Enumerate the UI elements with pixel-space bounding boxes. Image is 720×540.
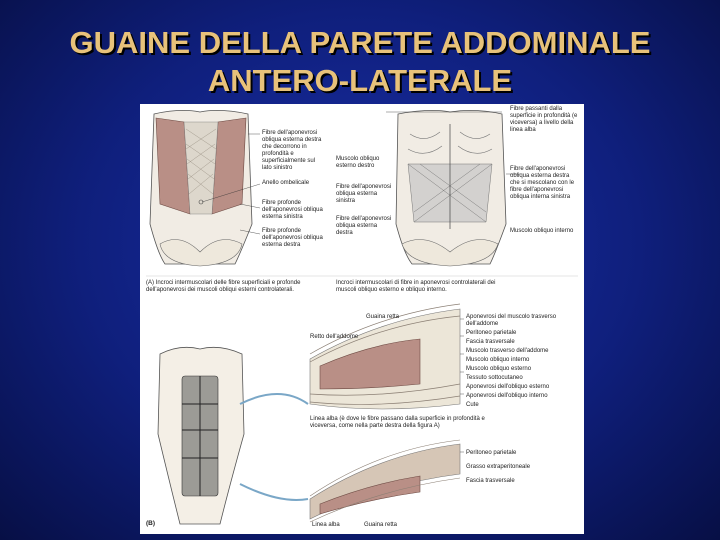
panel-b-label: (B) bbox=[146, 520, 156, 527]
label-a-left-3: Fibre profonde dell'aponevrosi obliqua esterna sinistra bbox=[262, 200, 323, 220]
label-b-layer-4: Muscolo trasverso dell'addome bbox=[466, 348, 549, 354]
label-b-layer-1: Aponevrosi del muscolo trasverso dell'addome bbox=[466, 314, 557, 327]
anatomy-figure bbox=[140, 104, 584, 534]
label-b-layer-6: Muscolo obliquo esterno bbox=[466, 366, 532, 372]
label-a-left-4: Fibre profonde dell'aponevrosi obliqua esterna destra bbox=[262, 228, 323, 248]
label-b-lower-3: Fascia trasversale bbox=[466, 478, 515, 484]
label-b-linea-alba: Linea alba bbox=[312, 522, 340, 528]
leader-lines-b bbox=[460, 319, 464, 452]
label-b-guaina-retta: Guaina retta bbox=[366, 314, 400, 320]
cross-section-lower bbox=[310, 440, 460, 522]
label-b-layer-8: Aponevrosi dell'obliquo esterno bbox=[466, 384, 550, 390]
torso-b bbox=[158, 347, 244, 524]
label-b-layer-3: Fascia trasversale bbox=[466, 339, 515, 345]
label-b-layer-10: Cute bbox=[466, 402, 479, 408]
caption-a-left: (A) Incroci intermuscolari delle fibre superficiali e profonde dell'aponevrosi dei muscoli obliqui esterni controlaterali. bbox=[146, 280, 301, 293]
torso-a-left bbox=[150, 110, 252, 266]
caption-a-right: Incroci intermuscolari di fibre in aponevrosi controlaterali dei muscoli obliquo esterno e obliquo interno. bbox=[336, 280, 496, 293]
label-a-right-3: Muscolo obliquo interno bbox=[510, 228, 574, 234]
label-a-left-2: Anello ombelicale bbox=[262, 180, 310, 186]
label-b-lower-2: Grasso extraperitoneale bbox=[466, 464, 531, 470]
label-a-right-1: Fibre passanti dalla superficie in profondità (e viceversa) a livello della linea alba bbox=[510, 106, 578, 133]
label-a-mid-3: Fibre dell'aponevrosi obliqua esterna destra bbox=[336, 216, 392, 236]
label-a-mid-2: Fibre dell'aponevrosi obliqua esterna sinistra bbox=[336, 184, 392, 204]
label-a-left-1: Fibre dell'aponevrosi obliqua esterna destra che decorrono in profondità e superficialmente sul lato sinistro bbox=[262, 130, 322, 171]
title-line-2: ANTERO-LATERALE bbox=[207, 63, 513, 98]
title-line-1: GUAINE DELLA PARETE ADDOMINALE bbox=[69, 25, 651, 60]
label-b-linea-alba-note: Linea alba (è dove le fibre passano dalla superficie in profondità e viceversa, come nella parte destra della figura A) bbox=[310, 416, 485, 429]
slide-title bbox=[0, 24, 720, 100]
label-a-right-2: Fibre dell'aponevrosi obliqua esterna destra che si mescolano con le fibre dell'aponevrosi obliqua interna sinistra bbox=[510, 166, 575, 200]
torso-a-right bbox=[396, 110, 506, 266]
label-b-guaina-retta-bottom: Guaina retta bbox=[364, 522, 398, 528]
label-b-lower-1: Peritoneo parietale bbox=[466, 450, 517, 456]
label-b-layer-7: Tessuto sottocutaneo bbox=[466, 375, 523, 381]
label-b-layer-9: Aponevrosi dell'obliquo interno bbox=[466, 393, 548, 399]
label-a-mid-1: Muscolo obliquo esterno destro bbox=[336, 156, 380, 169]
label-b-layer-2: Peritoneo parietale bbox=[466, 330, 517, 336]
label-b-layer-5: Muscolo obliquo interno bbox=[466, 357, 530, 363]
label-b-retto: Retto dell'addome bbox=[310, 334, 359, 340]
